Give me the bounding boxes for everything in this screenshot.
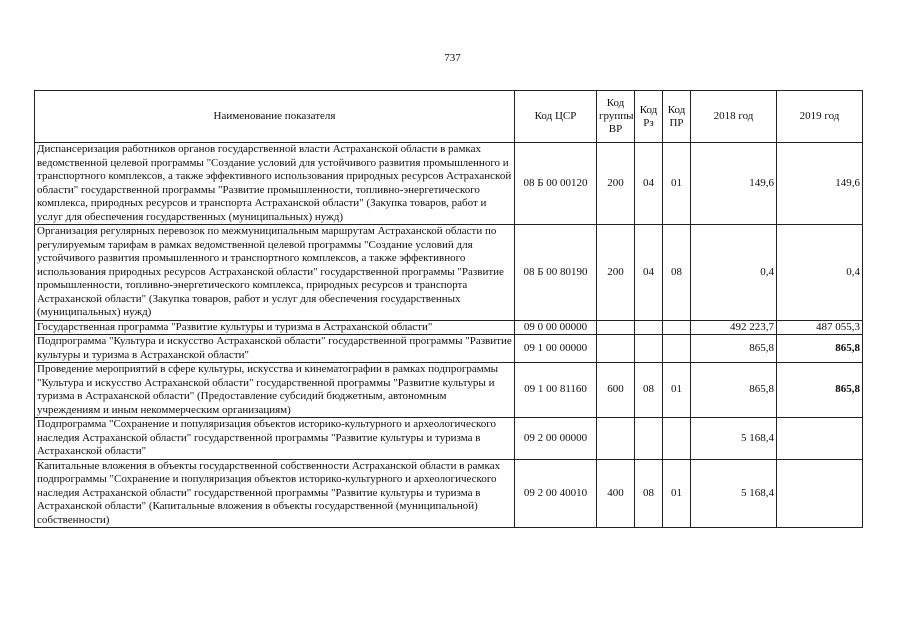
row-2019 bbox=[777, 418, 863, 460]
row-2018: 149,6 bbox=[691, 143, 777, 225]
row-vr bbox=[597, 418, 635, 460]
row-rz: 04 bbox=[635, 225, 663, 321]
row-vr: 400 bbox=[597, 459, 635, 528]
row-rz bbox=[635, 418, 663, 460]
row-csr: 09 2 00 00000 bbox=[515, 418, 597, 460]
table-row bbox=[35, 143, 863, 225]
row-2019: 865,8 bbox=[777, 335, 863, 363]
row-pr bbox=[663, 320, 691, 335]
header-name: Наименование показателя bbox=[35, 91, 515, 143]
page-number: 737 bbox=[444, 52, 461, 64]
row-2019: 149,6 bbox=[777, 143, 863, 225]
row-csr: 09 1 00 00000 bbox=[515, 335, 597, 363]
header-2019: 2019 год bbox=[777, 91, 863, 143]
row-name: Проведение мероприятий в сфере культуры, искусства и кинематографии в рамках подпрограммы "Культура и искусство Астраханской области" государственной программы "Развитие культуры и туризма в Астраханской области" (Предоставление субсидий бюджетным, автономным учреждениям и иным некоммерческим организациям) bbox=[35, 363, 515, 418]
row-pr: 01 bbox=[663, 459, 691, 528]
row-2018: 5 168,4 bbox=[691, 459, 777, 528]
row-name: Капитальные вложения в объекты государственной собственности Астраханской области в рамках подпрограммы "Сохранение и популяризация объектов историко-культурного и археологического наследия Астраханской области" государственной программы "Развитие культуры и туризма в Астраханской области" (Капитальные вложения в объекты государственной (муниципальной) собственности) bbox=[35, 459, 515, 528]
row-2018: 865,8 bbox=[691, 363, 777, 418]
row-pr: 01 bbox=[663, 143, 691, 225]
row-2018: 0,4 bbox=[691, 225, 777, 321]
row-2019: 0,4 bbox=[777, 225, 863, 321]
table-header-row bbox=[35, 91, 863, 143]
header-vr: Код группы ВР bbox=[597, 91, 635, 143]
row-rz: 08 bbox=[635, 459, 663, 528]
row-pr: 08 bbox=[663, 225, 691, 321]
table-row bbox=[35, 459, 863, 528]
table-row bbox=[35, 320, 863, 335]
header-2018: 2018 год bbox=[691, 91, 777, 143]
row-2018: 865,8 bbox=[691, 335, 777, 363]
row-pr: 01 bbox=[663, 363, 691, 418]
row-pr bbox=[663, 335, 691, 363]
row-rz: 08 bbox=[635, 363, 663, 418]
header-pr: Код ПР bbox=[663, 91, 691, 143]
row-2018: 492 223,7 bbox=[691, 320, 777, 335]
row-2019: 487 055,3 bbox=[777, 320, 863, 335]
row-csr: 08 Б 00 00120 bbox=[515, 143, 597, 225]
row-2019 bbox=[777, 459, 863, 528]
row-name: Подпрограмма "Сохранение и популяризация объектов историко-культурного и археологического наследия Астраханской области" государственной программы "Развитие культуры и туризма в Астраханской области" bbox=[35, 418, 515, 460]
row-vr: 200 bbox=[597, 225, 635, 321]
row-csr: 09 2 00 40010 bbox=[515, 459, 597, 528]
row-name: Государственная программа "Развитие культуры и туризма в Астраханской области" bbox=[35, 320, 515, 335]
row-pr bbox=[663, 418, 691, 460]
row-name: Диспансеризация работников органов государственной власти Астраханской области в рамках ведомственной целевой программы "Создание условий для устойчивого развития промышленного и транспортного комплексов, а также эффективного использования природных ресурсов Астраханской области" государственной программы "Развитие промышленности, топливно-энергетического комплекса, природных ресурсов и транспорта Астраханской области" (Закупка товаров, работ и услуг для обеспечения государственных (муниципальных) нужд) bbox=[35, 143, 515, 225]
budget-table bbox=[34, 90, 863, 528]
row-csr: 09 1 00 81160 bbox=[515, 363, 597, 418]
header-csr: Код ЦСР bbox=[515, 91, 597, 143]
row-vr bbox=[597, 320, 635, 335]
row-vr: 600 bbox=[597, 363, 635, 418]
row-vr: 200 bbox=[597, 143, 635, 225]
header-rz: Код Рз bbox=[635, 91, 663, 143]
row-name: Организация регулярных перевозок по межмуниципальным маршрутам Астраханской области по регулируемым тарифам в рамках ведомственной целевой программы "Создание условий для устойчивого развития промышленного и транспортного комплексов, а также эффективного использования природных ресурсов Астраханской области" государственной программы "Развитие промышленности, топливно-энергетического комплекса, природных ресурсов и транспорта Астраханской области" (Закупка товаров, работ и услуг для обеспечения государственных (муниципальных) нужд) bbox=[35, 225, 515, 321]
table-row bbox=[35, 363, 863, 418]
row-csr: 09 0 00 00000 bbox=[515, 320, 597, 335]
row-2018: 5 168,4 bbox=[691, 418, 777, 460]
row-vr bbox=[597, 335, 635, 363]
table-row bbox=[35, 335, 863, 363]
table-row bbox=[35, 418, 863, 460]
row-csr: 08 Б 00 80190 bbox=[515, 225, 597, 321]
row-name: Подпрограмма "Культура и искусство Астраханской области" государственной программы "Развитие культуры и туризма в Астраханской области" bbox=[35, 335, 515, 363]
row-rz bbox=[635, 320, 663, 335]
table-row bbox=[35, 225, 863, 321]
row-rz: 04 bbox=[635, 143, 663, 225]
row-2019: 865,8 bbox=[777, 363, 863, 418]
row-rz bbox=[635, 335, 663, 363]
